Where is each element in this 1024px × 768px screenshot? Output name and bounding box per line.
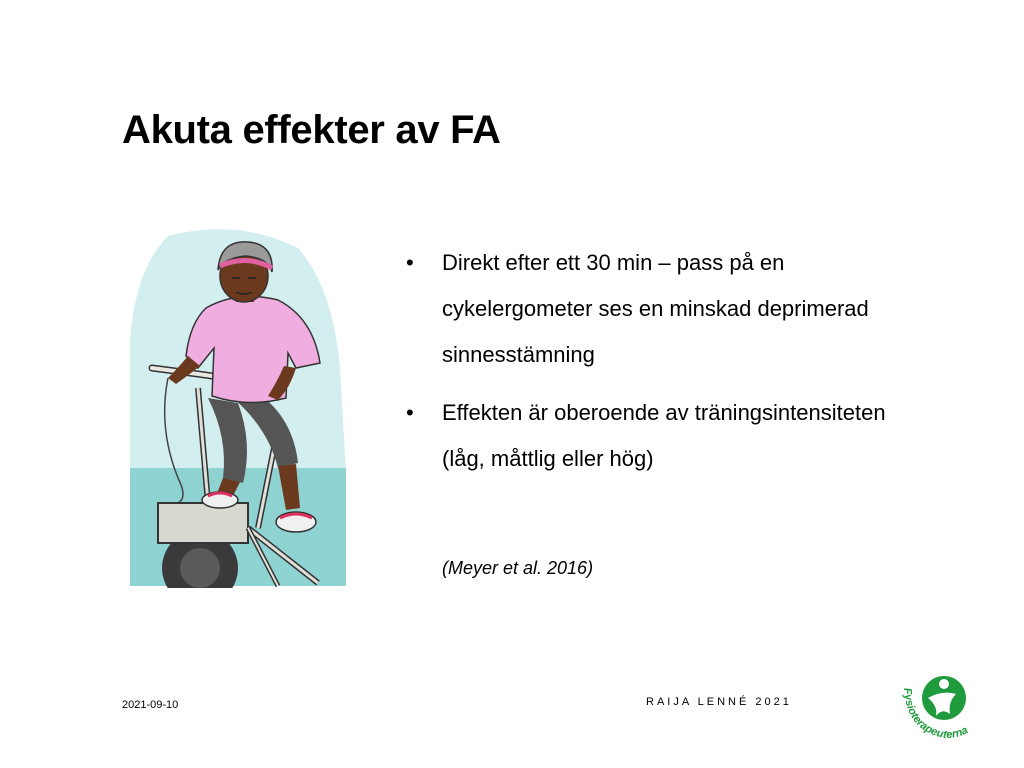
bullet-item: [406, 390, 886, 482]
footer-date: 2021-09-10: [122, 699, 179, 711]
footer-author: RAIJA LENNÉ 2021: [646, 696, 792, 708]
fysioterapeuterna-logo: [892, 668, 988, 748]
svg-text:Fysioterapeuterna: Fysioterapeuterna: [900, 687, 971, 742]
citation: (Meyer et al. 2016): [442, 558, 594, 578]
bullet-list: [406, 240, 886, 494]
bullet-text: Direkt efter ett 30 min – pass på en cykelergometer ses en minskad deprimerad sinnesstämning: [442, 250, 869, 367]
bullet-item: [406, 240, 886, 378]
bullet-text: Effekten är oberoende av träningsintensiteten (låg, måttlig eller hög): [442, 400, 886, 471]
slide-title: Akuta effekter av FA: [122, 108, 501, 152]
exercise-bike-illustration: [128, 228, 350, 588]
bullet-marker: •: [406, 250, 414, 275]
bullet-marker: •: [406, 400, 414, 425]
